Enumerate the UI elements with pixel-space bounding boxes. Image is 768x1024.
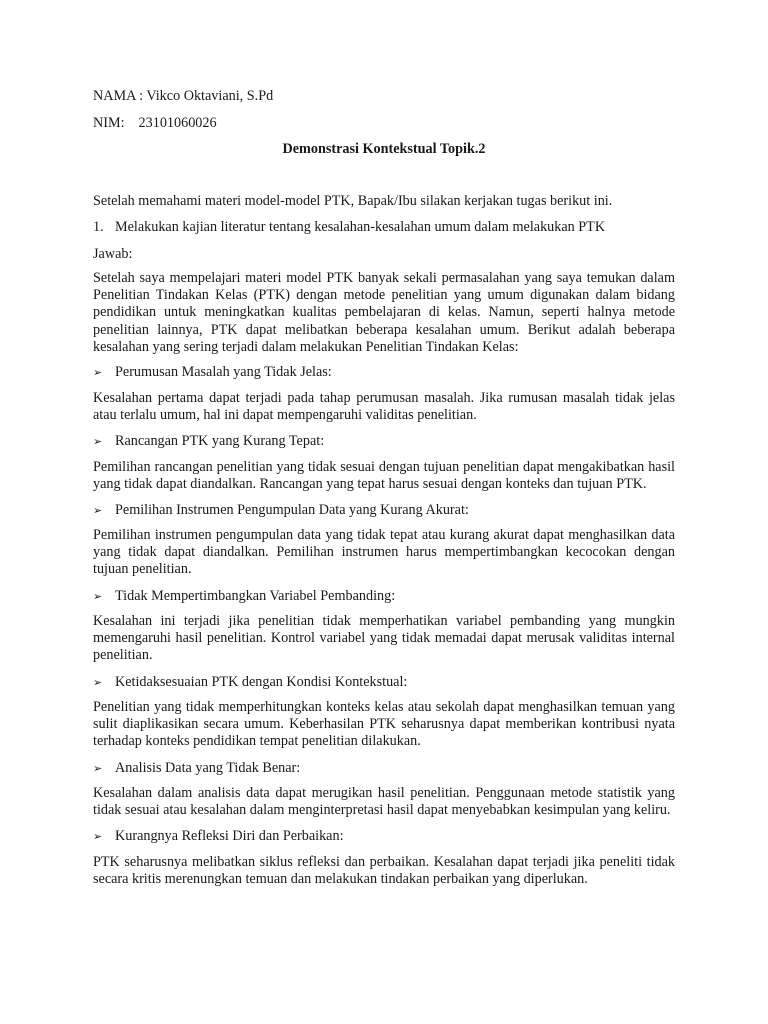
item-heading-text: Tidak Mempertimbangkan Variabel Pembanding: (115, 588, 396, 604)
list-item-body: Penelitian yang tidak memperhitungkan konteks kelas atau sekolah dapat menghasilkan temuan yang sulit diaplikasikan secara umum. Keberhasilan PTK seharusnya dapat memberikan kontribusi nyata terhadap konteks pendidikan tempat penelitian dilakukan. (93, 699, 675, 750)
item-heading-text: Ketidaksesuaian PTK dengan Kondisi Kontekstual: (115, 674, 408, 690)
list-item-heading (93, 674, 407, 691)
arrow-bullet-icon: ➢ (93, 504, 103, 517)
list-item-heading (93, 364, 332, 381)
list-item-body: Pemilihan rancangan penelitian yang tidak sesuai dengan tujuan penelitian dapat mengakibatkan hasil yang tidak dapat diandalkan. Rancangan yang tepat harus sesuai dengan konteks dan tujuan PTK. (93, 459, 675, 493)
list-item-heading (93, 502, 469, 519)
arrow-bullet-icon: ➢ (93, 830, 103, 843)
arrow-bullet-icon: ➢ (93, 366, 103, 379)
list-item-heading (93, 760, 300, 777)
arrow-bullet-icon: ➢ (93, 762, 103, 775)
arrow-bullet-icon: ➢ (93, 590, 103, 603)
list-item-heading (93, 828, 344, 845)
list-item-body: PTK seharusnya melibatkan siklus refleksi dan perbaikan. Kesalahan dapat terjadi jika peneliti tidak secara kritis merenungkan temuan dan melakukan tindakan perbaikan yang diperlukan. (93, 854, 675, 888)
list-item-body: Kesalahan pertama dapat terjadi pada tahap perumusan masalah. Jika rumusan masalah tidak jelas atau terlalu umum, hal ini dapat mempengaruhi validitas penelitian. (93, 390, 675, 424)
intro-text: Setelah memahami materi model-model PTK, Bapak/Ibu silakan kerjakan tugas berikut ini. (93, 193, 613, 209)
nim-value: 23101060026 (138, 115, 217, 131)
item-heading-text: Rancangan PTK yang Kurang Tepat: (115, 433, 325, 449)
answer-intro-paragraph: Setelah saya mempelajari materi model PTK banyak sekali permasalahan yang saya temukan dalam Penelitian Tindakan Kelas (PTK) dengan metode penelitian yang umum digunakan dalam bidang pendidikan untuk meningkatkan kualitas pembelajaran di kelas. Namun, seperti halnya metode penelitian lainnya, PTK dapat melibatkan beberapa kesalahan umum. Berikut adalah beberapa kesalahan yang sering terjadi dalam melakukan Penelitian Tindakan Kelas: (93, 270, 675, 355)
arrow-bullet-icon: ➢ (93, 676, 103, 689)
item-heading-text: Pemilihan Instrumen Pengumpulan Data yang Kurang Akurat: (115, 502, 469, 518)
list-item-body: Kesalahan dalam analisis data dapat merugikan hasil penelitian. Penggunaan metode statistik yang tidak sesuai atau kesalahan dalam menginterpretasi hasil dapat menyebabkan kesimpulan yang keliru. (93, 785, 675, 819)
list-item-body: Pemilihan instrumen pengumpulan data yang tidak tepat atau kurang akurat dapat menghasilkan data yang tidak dapat diandalkan. Pemilihan instrumen harus mempertimbangkan kecocokan dengan tujuan penelitian. (93, 527, 675, 578)
item-heading-text: Perumusan Masalah yang Tidak Jelas: (115, 364, 332, 380)
task-item (93, 219, 605, 236)
nim-label: NIM: (93, 115, 125, 131)
list-item-heading (93, 588, 395, 605)
item-heading-text: Kurangnya Refleksi Diri dan Perbaikan: (115, 828, 344, 844)
arrow-bullet-icon: ➢ (93, 435, 103, 448)
list-item-heading (93, 433, 324, 450)
name-line: NAMA : Vikco Oktaviani, S.Pd (93, 88, 274, 104)
task-text: Melakukan kajian literatur tentang kesalahan-kesalahan umum dalam melakukan PTK (115, 219, 606, 235)
document-title: Demonstrasi Kontekstual Topik.2 (282, 141, 486, 157)
answer-label: Jawab: (93, 246, 133, 262)
list-item-body: Kesalahan ini terjadi jika penelitian tidak memperhatikan variabel pembanding yang mungkin memengaruhi hasil penelitian. Kontrol variabel yang tidak memadai dapat merusak validitas internal penelitian. (93, 613, 675, 664)
task-number: 1. (93, 219, 104, 235)
item-heading-text: Analisis Data yang Tidak Benar: (115, 760, 301, 776)
nim-line (93, 115, 217, 132)
